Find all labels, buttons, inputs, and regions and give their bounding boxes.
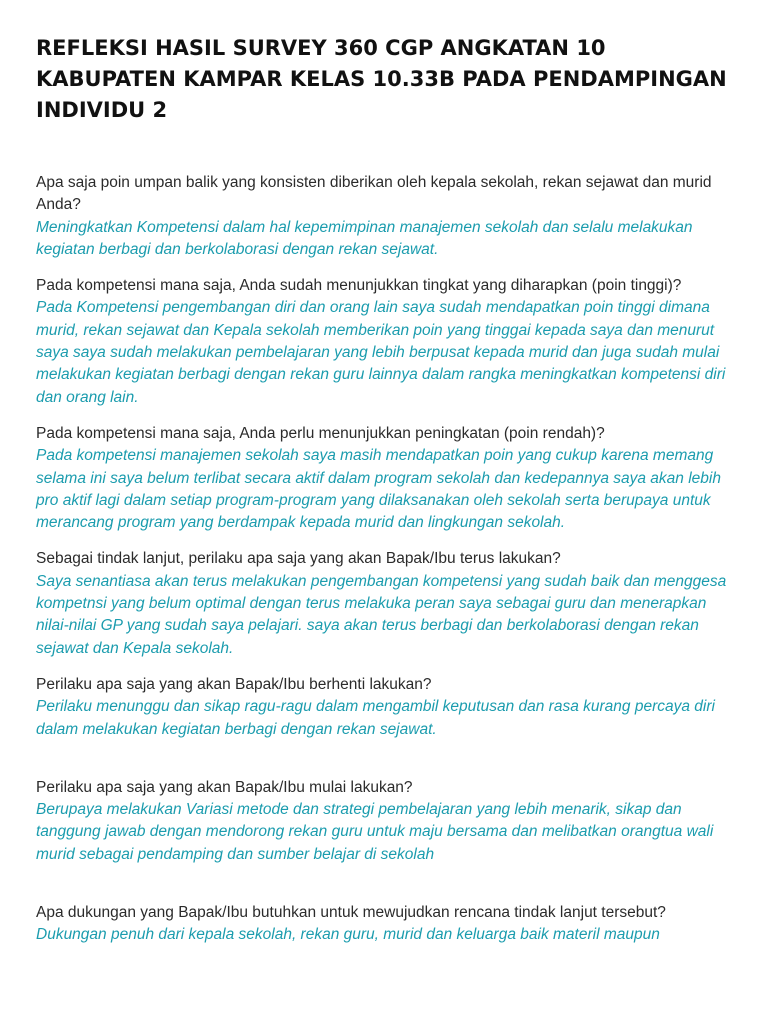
title-line: KABUPATEN KAMPAR KELAS 10.33B PADA PENDAMPINGAN: [36, 67, 727, 91]
qa-item-3: [36, 423, 732, 534]
answer-text: Perilaku menunggu dan sikap ragu-ragu dalam mengambil keputusan dan rasa kurang percaya diri dalam melakukan kegiatan berbagi dengan rekan sejawat.: [36, 698, 715, 738]
title-line: REFLEKSI HASIL SURVEY 360 CGP ANGKATAN 10: [36, 36, 606, 60]
title-line: INDIVIDU 2: [36, 98, 168, 122]
question-text: Pada kompetensi mana saja, Anda perlu menunjukkan peningkatan (poin rendah)?: [36, 424, 605, 442]
question-text: Perilaku apa saja yang akan Bapak/Ibu berhenti lakukan?: [36, 675, 432, 693]
qa-item-2: [36, 275, 732, 409]
question-text: Perilaku apa saja yang akan Bapak/Ibu mulai lakukan?: [36, 778, 413, 796]
qa-item-4: [36, 548, 732, 659]
answer-text: Pada Kompetensi pengembangan diri dan orang lain saya sudah mendapatkan poin tinggi dimana murid, rekan sejawat dan Kepala sekolah memberikan poin yang tinggai kepada saya dan menurut saya saya sudah melakukan pembelajaran yang lebih berpusat kepada murid dan juga sudah mulai melakukan kegiatan berbagi dengan rekan guru lainnya dalam rangka meningkatkan kompetensi diri dan orang lain.: [36, 299, 726, 406]
question-text: Apa dukungan yang Bapak/Ibu butuhkan untuk mewujudkan rencana tindak lanjut tersebut?: [36, 904, 666, 922]
qa-item-6: [36, 777, 732, 866]
answer-text: Pada kompetensi manajemen sekolah saya masih mendapatkan poin yang cukup karena memang selama ini saya belum terlibat secara aktif dalam program sekolah dan kedepannya saya akan lebih pro aktif lagi dalam setiap program-program yang dilaksanakan oleh sekolah serta berupaya untuk merancang program yang berdampak kepada murid dan lingkungan sekolah.: [36, 447, 721, 532]
document-title: [36, 33, 732, 126]
question-text: Sebagai tindak lanjut, perilaku apa saja yang akan Bapak/Ibu terus lakukan?: [36, 550, 561, 568]
qa-item-1: [36, 172, 732, 261]
answer-text: Berupaya melakukan Variasi metode dan strategi pembelajaran yang lebih menarik, sikap dan tanggung jawab dengan mendorong rekan guru untuk maju bersama dan melibatkan orangtua wali murid sebagai pendamping dan sumber belajar di sekolah: [36, 801, 714, 863]
qa-item-7: [36, 902, 732, 947]
answer-text: Dukungan penuh dari kepala sekolah, rekan guru, murid dan keluarga baik materil maupun: [36, 926, 660, 944]
qa-item-5: [36, 674, 732, 741]
question-text: Apa saja poin umpan balik yang konsisten diberikan oleh kepala sekolah, rekan sejawat dan murid Anda?: [36, 174, 712, 214]
answer-text: Meningkatkan Kompetensi dalam hal kepemimpinan manajemen sekolah dan selalu melakukan kegiatan berbagi dan berkolaborasi dengan rekan sejawat.: [36, 218, 693, 258]
question-text: Pada kompetensi mana saja, Anda sudah menunjukkan tingkat yang diharapkan (poin tinggi)?: [36, 277, 682, 295]
answer-text: Saya senantiasa akan terus melakukan pengembangan kompetensi yang sudah baik dan menggesa kompetnsi yang belum optimal dengan terus melakuka peran saya sebagai guru dan menerapkan nilai-nilai GP yang sudah saya pelajari. saya akan terus berbagi dan berkolaborasi dengan rekan sejawat dan Kepala sekolah.: [36, 572, 727, 657]
